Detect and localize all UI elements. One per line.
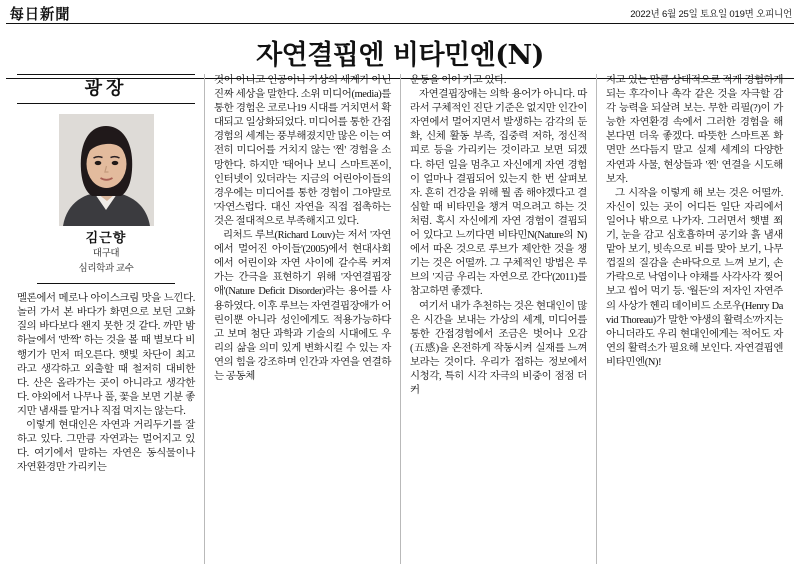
masthead-divider xyxy=(6,23,794,24)
paragraph: 멜론에서 메로나 아이스크림 맛을 느낀다. 놀러 가서 본 바다가 화면으로 보던 고화질의 바다보다 왠지 못한 것 같다. 까만 밤하늘에서 '반짝' 하는 것을 볼 때 별보다 비행기가 먼저 떠오른다. 햇빛 차단이 최고라고 생각하고 외출할 때 철저히 대비한다. 산은 올라가는 곳이 아니라고 생각한다. 야외에서 나무나 풀, 꽃을 보면 기분 좋지만 냄새를 맡거나 직접 먹지는 않는다. xyxy=(17,293,195,417)
author-affiliation-line2: 심리학과 교수 xyxy=(78,264,134,275)
author-affiliation-line1: 대구대 xyxy=(92,249,120,260)
paragraph: 운동을 이어 가고 있다. xyxy=(410,75,507,86)
byline-divider xyxy=(37,283,176,284)
column-section-header xyxy=(17,74,195,104)
article-column-4 xyxy=(596,74,792,564)
paragraph: 자연결핍장애는 의학 용어가 아니다. 따라서 구체적인 진단 기준은 없지만 인간이 자연에서 멀어지면서 발생하는 감각의 둔화, 신체 활동 부족, 집중력 저하, 정신적 피로 등을 가리키는 것이라고 보면 되겠다. 하던 일을 멈추고 자신에게 자연 경험이 얼마나 결핍되어 있는지 한 번 살펴보자. 흔히 건강을 위해 뭘 좀 해야겠다고 결심할 때 비타민을 챙겨 먹으려고 하는 것처럼. 혹시 자신에게 자연 경험이 결핍되어 있다고 느끼다면 비타민N(Nature의 N)에서 따온 것으로 루브가 제안한 것을 챙기는 것은 어떨까. 그 구체적인 방법은 루브의 '지금 우리는 자연으로 간다'(2011)를 참고하면 좋겠다. xyxy=(410,89,587,298)
paragraph: 리처드 루브(Richard Louv)는 저서 '자연에서 멀어진 아이들'(2005)에서 현대사회에서 어린이와 자연 사이에 갈수록 커져 가는 간극을 표현하기 위해 '자연결핍장애'(Nature Deficit Disorder)라는 용어를 사용하였다. 이후 루브는 자연결핍장애가 어린이뿐 아니라 성인에게도 적용가능하다고 보며 첨단 과학과 기술의 시대에도 우리의 삶을 의미 있게 변화시킬 수 있는 자연의 힘을 강조하며 인간과 자연을 연결하는 공동체 xyxy=(214,230,391,382)
author-portrait xyxy=(59,114,154,226)
paragraph: 그 시작을 이렇게 해 보는 것은 어떨까. 자신이 있는 곳이 어디든 일단 자리에서 일어나 밖으로 나가자. 그러면서 햇볕 쬐기, 눈을 감고 심호흡하며 공기와 흙 냄새 맡아 보기, 빗속으로 비를 맞아 보기, 나무껍질의 질감을 손바닥으로 느껴 보기, 손가락으로 낙엽이나 야채를 사각사각 찢어 보고 씹어 먹기 등. '월든'의 저자인 자연주의 사상가 헨리 데이비드 소로우(Henry David Thoreau)가 말한 '야생의 활력소'까지는 아니더라도 우리 현대인에게는 적어도 자연의 활력소가 필요해 보인다. 자연결핍엔 비타민엔(N)! xyxy=(606,187,783,368)
article-column-1 xyxy=(8,74,204,564)
article-headline: 자연결핍엔 비타민엔(N) xyxy=(256,40,544,71)
author-name: 김근향 xyxy=(85,230,127,246)
newspaper-logo: 每日新聞 xyxy=(9,5,71,23)
masthead xyxy=(0,0,800,24)
paragraph: 지고 있는 만큼 상대적으로 적게 경험하게 되는 후각이나 촉각 같은 것을 자극할 감각 능력을 되살려 보는. 무한 리필(?)이 가능한 자연환경 속에서 그러한 경험을 해 본다면 더욱 좋겠다. 따뜻한 스마트폰 화면만 쓰다듬지 말고 실제 세계의 다양한 자연과 사물, 현상들과 '찐' 연결을 시도해 보자. xyxy=(606,75,783,185)
paragraph: 여기서 내가 추천하는 것은 현대인이 많은 시간을 보내는 가상의 세계, 미디어를 통한 간접경험에서 조금은 벗어나 오감(五感)을 온전하게 작동시켜 실재를 느껴 보라는 것이다. 우리가 접하는 정보에서 시청각, 특히 시각 자극의 비중이 점점 더 커 xyxy=(410,300,587,397)
issue-info: 2022년 6월 25일 토요일 019면 오피니언 xyxy=(630,9,792,20)
article-column-3 xyxy=(400,74,596,564)
byline-box xyxy=(17,74,195,284)
article-body xyxy=(8,74,792,564)
portrait-illustration xyxy=(59,114,154,226)
section-title: 광장 xyxy=(84,78,128,99)
paragraph: 이렇게 현대인은 자연과 거리두기를 잘하고 있다. 그만큼 자연과는 멀어지고 있다. 여기에서 말하는 자연은 동식물이나 자연환경만 가리키는 xyxy=(17,420,195,474)
article-column-2 xyxy=(204,74,400,564)
paragraph: 것이 아니고 인공이나 가상의 세계가 아닌 진짜 세상을 말한다. 소위 미디어(media)를 통한 경험은 코로나19 시대를 거치면서 확대되고 일상화되었다. 미디어를 통한 간접경험의 세계는 풍부해졌지만 많은 이는 여전히 미디어를 거치지 않는 '찐' 경험을 소망한다. 하지만 '태어나 보니 스마트폰이, 인터넷이 있더라'는 지금의 어린아이들의 경우에는 미디어를 통한 경험이 그야말로 '자연스럽다. 대신 자연을 직접 접촉하는 것은 절대적으로 부족해지고 있다. xyxy=(214,75,391,227)
